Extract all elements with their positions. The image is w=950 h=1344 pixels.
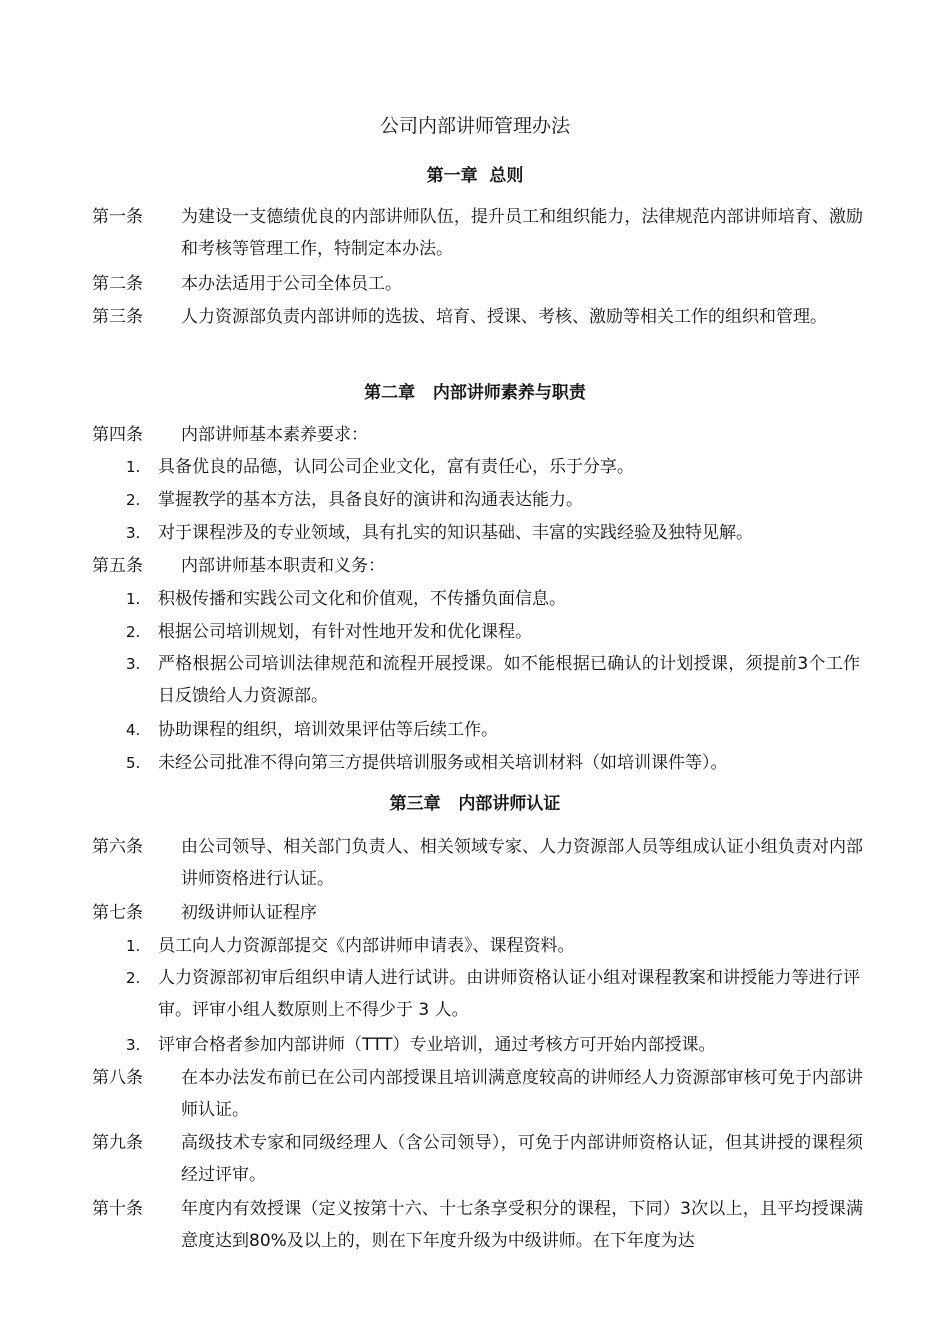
article-6 <box>92 831 872 895</box>
list-item <box>126 648 871 712</box>
article-text: 初级讲师认证程序 <box>181 903 317 923</box>
item-text: 协助课程的组织，培训效果评估等后续工作。 <box>158 720 498 740</box>
article-9 <box>92 1127 872 1191</box>
document-title: 公司内部讲师管理办法 <box>379 115 570 137</box>
item-number: 2. <box>126 491 141 509</box>
article-8 <box>92 1062 872 1126</box>
item-number: 3. <box>126 655 141 673</box>
item-number: 4. <box>126 721 141 739</box>
list-item <box>126 962 871 1026</box>
article-7 <box>92 897 872 929</box>
article-text: 由公司领导、相关部门负责人、相关领域专家、人力资源部人员等组成认证小组负责对内部讲师资格进行认证。 <box>181 837 863 889</box>
article-text: 本办法适用于公司全体员工。 <box>181 274 402 294</box>
item-text: 对于课程涉及的专业领域，具有扎实的知识基础、丰富的实践经验及独特见解。 <box>158 523 753 543</box>
item-text: 严格根据公司培训法律规范和流程开展授课。如不能根据已确认的计划授课，须提前3个工作日反馈给人力资源部。 <box>158 654 860 706</box>
list-item <box>126 616 871 648</box>
list-item <box>126 517 871 549</box>
item-number: 1. <box>126 458 141 476</box>
article-label: 第四条 <box>92 425 143 445</box>
list-item <box>126 1029 871 1061</box>
article-label: 第二条 <box>92 274 143 294</box>
list-item <box>126 714 871 746</box>
item-text: 评审合格者参加内部讲师（TTT）专业培训，通过考核方可开始内部授课。 <box>158 1035 716 1055</box>
item-text: 掌握教学的基本方法，具备良好的演讲和沟通表达能力。 <box>158 490 583 510</box>
item-text: 人力资源部初审后组织申请人进行试讲。由讲师资格认证小组对课程教案和讲授能力等进行评审。评审小组人数原则上不得少于 3 人。 <box>158 968 860 1020</box>
item-number: 5. <box>126 754 141 772</box>
item-number: 2. <box>126 623 141 641</box>
article-text: 人力资源部负责内部讲师的选拔、培育、授课、考核、激励等相关工作的组织和管理。 <box>181 307 827 327</box>
list-item <box>126 484 871 516</box>
article-label: 第十条 <box>92 1199 143 1219</box>
article-label: 第九条 <box>92 1133 143 1153</box>
item-text: 积极传播和实践公司文化和价值观，不传播负面信息。 <box>158 589 566 609</box>
list-item <box>126 930 871 962</box>
article-4 <box>92 419 872 451</box>
list-item <box>126 583 871 615</box>
article-label: 第八条 <box>92 1068 143 1088</box>
item-text: 员工向人力资源部提交《内部讲师申请表》、课程资料。 <box>158 936 575 956</box>
article-text: 内部讲师基本职责和义务： <box>181 556 385 576</box>
item-number: 3. <box>126 524 141 542</box>
item-number: 1. <box>126 937 141 955</box>
article-label: 第六条 <box>92 837 143 857</box>
chapter-heading: 第二章 内部讲师素养与职责 <box>364 383 586 403</box>
article-10 <box>92 1193 872 1257</box>
article-text: 内部讲师基本素养要求： <box>181 425 368 445</box>
article-text: 在本办法发布前已在公司内部授课且培训满意度较高的讲师经人力资源部审核可免于内部讲师认证。 <box>181 1068 863 1120</box>
article-label: 第三条 <box>92 307 143 327</box>
chapter-heading: 第一章 总则 <box>426 166 524 186</box>
article-text: 年度内有效授课（定义按第十六、十七条享受积分的课程，下同）3次以上，且平均授课满意度达到80%及以上的，则在下年度升级为中级讲师。在下年度为达 <box>181 1199 863 1251</box>
list-item <box>126 747 871 779</box>
item-text: 未经公司批准不得向第三方提供培训服务或相关培训材料（如培训课件等）。 <box>158 753 728 773</box>
article-text: 为建设一支德绩优良的内部讲师队伍，提升员工和组织能力，法律规范内部讲师培育、激励和考核等管理工作，特制定本办法。 <box>181 207 863 259</box>
article-3 <box>92 301 872 333</box>
article-label: 第七条 <box>92 903 143 923</box>
article-1 <box>92 201 872 265</box>
item-number: 2. <box>126 969 141 987</box>
article-label: 第五条 <box>92 556 143 576</box>
item-number: 3. <box>126 1036 141 1054</box>
article-label: 第一条 <box>92 207 143 227</box>
article-5 <box>92 550 872 582</box>
article-2 <box>92 268 872 300</box>
chapter-heading: 第三章 内部讲师认证 <box>389 794 561 814</box>
list-item <box>126 451 871 483</box>
item-text: 根据公司培训规划，有针对性地开发和优化课程。 <box>158 622 532 642</box>
article-text: 高级技术专家和同级经理人（含公司领导），可免于内部讲师资格认证，但其讲授的课程须经过评审。 <box>181 1133 863 1185</box>
item-text: 具备优良的品德，认同公司企业文化，富有责任心，乐于分享。 <box>158 457 634 477</box>
item-number: 1. <box>126 590 141 608</box>
